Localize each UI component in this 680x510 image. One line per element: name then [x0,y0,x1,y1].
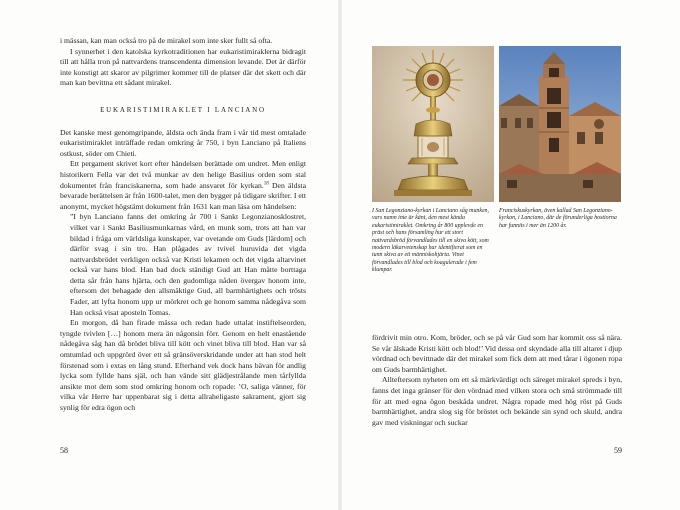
book-gutter [338,0,342,510]
paragraph: fördrivit min otro. Kom, bröder, och se på vår Gud som har kommit oss så nära. Se vår älskade Kristi kött och blod!’ Vid dessa ord skyndade alla till altaret i djup vördnad och bevittnade där det mirakel som fick dem att med tårar i ögonen ropa om Guds barmhärtighet. [372,333,622,374]
church-tower-photo [499,46,621,202]
footnote-marker[interactable]: 18 [263,180,269,186]
paragraph [60,159,306,212]
right-text-column [372,333,622,428]
monstrance-illustration [372,46,494,202]
paragraph: Allteftersom nyheten om ett så märkvärdigt och säreget mirakel spreds i byn, fanns det inga gränser för den vördnad med vilken stora och små strömmade till för att med egna ögon beskåda undret. Några ropade med hög röst på Guds barmhärtighet, andra slog sig för bröstet och bekände sin synd och skuld, andra gav med viskningar och suckar [372,375,622,427]
paragraph-text: Ett pergament skrivet kort efter händelsen berättade om undret. Men enligt historikern Fella var det två munkar av den helige Basilius orden som stal dokumentet från franciskanerna, som hade ansvaret för kyrkan. [60,159,306,190]
photo-caption-left: I San Legonziano-kyrkan i Lanciano såg munken, vars namn inte är känt, den mest kända eukaristimiraklet. Omkring år 800 upplevde en präst och hans församling hur ett stort nattvardsbröd förvandlades till en skiva kött, som modern läkarvetenskap har identifierat som en tunn skiva av ett människohjärta. Vinet förvandlades till blod och koagulerade i fem klumpar. [372,208,489,274]
block-quote: ”I byn Lanciano fanns det omkring år 700 i Sankt Legonzianosklostret, vilket var i Sankt Basiliusmunkarnas vård, en munk som, trots att han var bildad i fråga om världsliga kunskaper, var ovetande om Guds [lärdom] och därför svag i sin tro. Han plågades av tvivel huruvida det vigda nattvardsbrödet verkligen också var Kristi lekamen och det vigda altarvinet också var hans blod. Han bad dock ständigt Gud att Han måtte borttaga detta sår från hans hjärta, och den gudomliga nåden övergav honom inte, eftersom det behagade den allsmäktige Gud, all barmhärtighets och trösts Fader, att lyfta honom upp ur mörkret och ge honom samma nådegåva som Han också visat aposteln Tomas. [70,212,306,317]
section-heading: EUKARISTIMIRAKLET I LANCIANO [100,105,266,114]
page-number: 58 [60,446,68,455]
paragraph: I synnerhet i den katolska kyrkotraditionen har eukaristimiraklerna bidragit till att hålla tron på nattvardens transcendenta dimension levande. Det är därför inte konstigt att skaror av pilgrimer kommer till de platser där det skett och där man kan bevittna ett sådant mirakel. [60,46,306,88]
monstrance-photo [372,46,494,202]
paragraph: En morgon, då han firade mässa och redan hade uttalat instiftelseorden, tyngde tvivlen […] honom mera än någonsin förr. Genom en helt enastående nådegåva såg han då brödet bliva till kött och vinet bliva till blod. Han var så omtumlad och uppgrörd över ett så gränsöverskridande under att han stod helt förstenad som i extas en lång stund. Efterhand vek dock hans bävan för andlig lycka som fyllde hans själ, och han vände sitt glädjestrålande men tårfyllda ansikte mot dem som stod omkring honom och ropade: ’O, saliga vänner, för vilka vår Herre har uppenbarat sig i detta allraheligaste sakrament, gjort sig synlig för edra ögon och [60,318,306,412]
paragraph-text: Den äldsta bevarade berättelsen är från 1600-talet, men den bygger på tidigare skrifter. I ett anonymt, mycket högstämt dokument från 1631 kan man läsa om händelsen: [60,180,306,211]
photo-caption-right: Franciskuskyrkan, även kallad San Legonziano-kyrkan, i Lanciano, där de förunderliga hostiorna har funnits i mer än 1200 år. [499,208,617,229]
left-text-column [60,36,306,414]
paragraph: Det kanske mest genomgripande, äldsta och ända fram i vår tid mest omtalade eukaristimiraklet inträffade redan omkring år 750, i byn Lanciano på Italiens ostkust, söder om Chieti. [60,127,306,158]
page-number: 59 [614,446,622,455]
church-tower-illustration [499,46,621,202]
paragraph: i mässan, kan man också tro på de mirakel som inte sker fullt så ofta. [60,36,273,45]
